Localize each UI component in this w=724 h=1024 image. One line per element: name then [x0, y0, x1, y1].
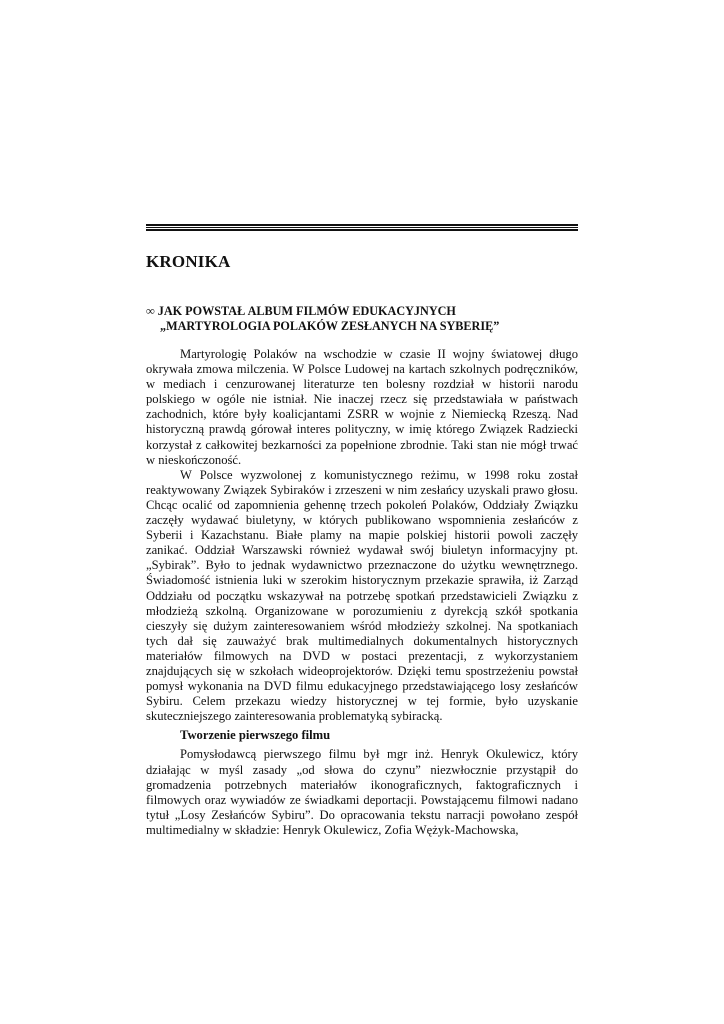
- article-title-line1: JAK POWSTAŁ ALBUM FILMÓW EDUKACYJNYCH: [157, 304, 456, 318]
- paragraph: Martyrologię Polaków na wschodzie w czasie II wojny światowej długo okrywała zmowa milczenia. W Polsce Ludowej na kartach szkolnych podręczników, w mediach i cenzurowanej literaturze ten bolesny rozdział w historii narodu polskiego w ogóle nie istniał. Nie inaczej rzecz się przedstawiała w państwach zachodnich, które były koalicjantami ZSRR w wojnie z Niemiecką Rzeszą. Nad historyczną prawdą górował interes polityczny, w imię którego Związek Radziecki korzystał z całkowitej bezkarności za popełnione zbrodnie. Taki stan nie mógł trwać w nieskończoność.: [146, 347, 578, 467]
- subheading: Tworzenie pierwszego filmu: [180, 728, 331, 743]
- article-body: [146, 347, 578, 838]
- article-title-line2: „MARTYROLOGIA POLAKÓW ZESŁANYCH NA SYBERIĘ”: [160, 319, 500, 333]
- section-title: KRONIKA: [146, 252, 231, 271]
- header-rules: [146, 224, 578, 232]
- paragraph: Pomysłodawcą pierwszego filmu był mgr inż. Henryk Okulewicz, który działając w myśl zasady „od słowa do czynu” niezwłocznie przystąpił do gromadzenia potrzebnych materiałów ikonograficznych, faktograficznych i filmowych oraz wywiadów ze świadkami deportacji. Powstającemu filmowi nadano tytuł „Losy Zesłańców Sybiru”. Do opracowania tekstu narracji powołano zespół multimedialny w składzie: Henryk Okulewicz, Zofia Wężyk-Machowska,: [146, 747, 578, 837]
- paragraph: W Polsce wyzwolonej z komunistycznego reżimu, w 1998 roku został reaktywowany Związek Sybiraków i zrzeszeni w nim zesłańcy uzyskali prawo głosu. Chcąc ocalić od zapomnienia gehennę trzech pokoleń Polaków, Oddziały Związku zaczęły wydawać biuletyny, w których publikowano wspomnienia zesłańców z Syberii i Kazachstanu. Białe plamy na mapie polskiej historii powoli zaczęły zanikać. Oddział Warszawski również wydawał swój biuletyn informacyjny pt. „Sybirak”. Było to jednak wydawnictwo przeznaczone do użytku wewnętrznego. Świadomość istnienia luki w szerokim historycznym przekazie sprawiła, iż Zarząd Oddziału od początku wskazywał na potrzebę spotkań przedstawicieli Związku z młodzieżą szkolną. Organizowane w porozumieniu z dyrekcją szkół spotkania cieszyły się dużym zainteresowaniem wśród młodzieży szkolnej. Na spotkaniach tych dał się zauważyć brak multimedialnych dokumentalnych historycznych materiałów filmowych na DVD w postaci prezentacji, z wykorzystaniem znajdujących się w szkołach wideoprojektorów. Dzięki temu spostrzeżeniu powstał pomysł wykonania na DVD filmu edukacyjnego przedstawiającego losy zesłańców Sybiru. Celem przekazu wiedzy historycznej w tej formie, było uzyskanie skuteczniejszego zainteresowania problematyką sybiracką.: [146, 467, 578, 724]
- rule-line: [146, 227, 578, 228]
- rule-line: [146, 224, 578, 226]
- infinity-symbol: ∞: [146, 304, 155, 318]
- rule-line: [146, 229, 578, 231]
- article-heading: [146, 304, 578, 334]
